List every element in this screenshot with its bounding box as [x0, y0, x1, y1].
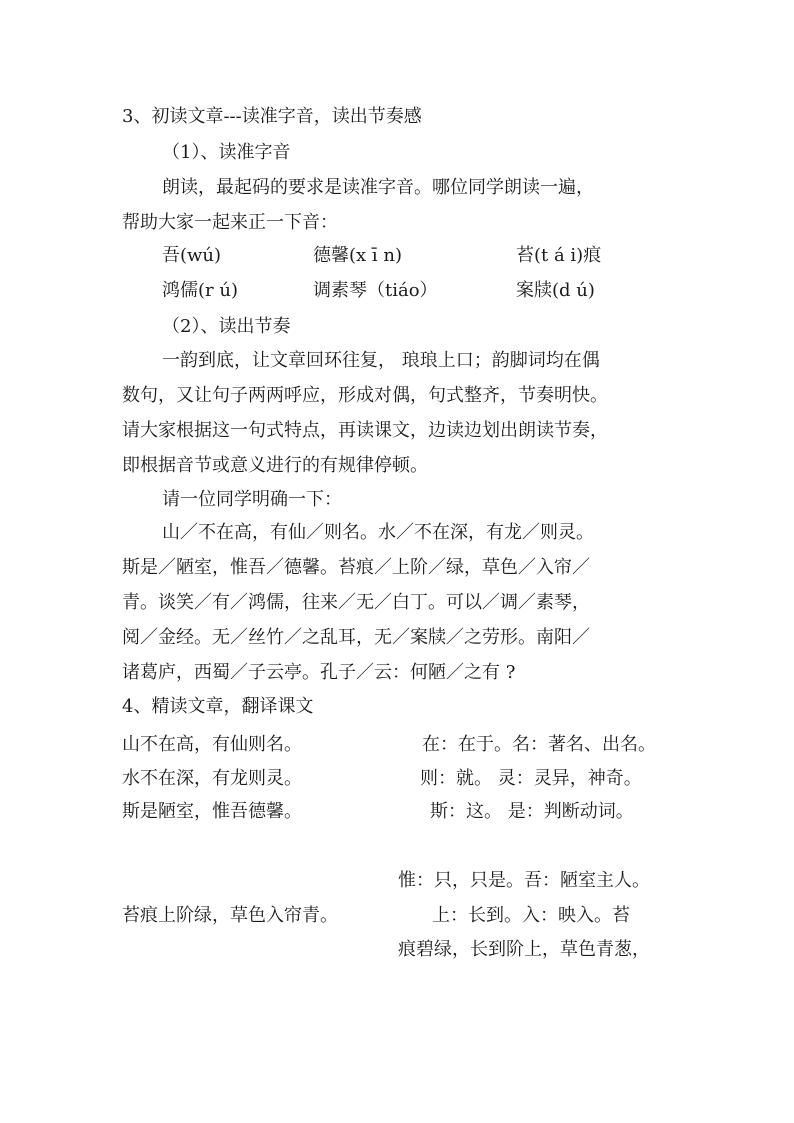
annotation-line: 则：就。 灵：灵异，神奇。 — [420, 768, 642, 789]
invite-line: 请一位同学明确一下： — [162, 489, 342, 510]
paragraph-line: 请大家根据这一句式特点，再读课文，边读边划出朗读节奏， — [122, 420, 608, 441]
text-line: 斯是陋室，惟吾德馨。 — [122, 801, 302, 822]
subheading-rhythm: （2）、读出节奏 — [162, 316, 291, 337]
paragraph-line: 一韵到底，让文章回环往复， 琅琅上口；韵脚词均在偶 — [162, 350, 600, 371]
pinyin-item: 调素琴（tiáo） — [313, 280, 438, 301]
rhythm-line: 斯是／陋室，惟吾／德馨。苔痕／上阶／绿，草色／入帘／ — [122, 557, 590, 578]
text-line: 水不在深，有龙则灵。 — [122, 768, 302, 789]
rhythm-line: 诸葛庐，西蜀／子云亭。孔子／云：何陋／之有 ? — [122, 662, 516, 683]
rhythm-line: 阅／金经。无／丝竹／之乱耳，无／案牍／之劳形。南阳／ — [122, 627, 590, 648]
subheading-pronunciation: （1）、读准字音 — [162, 142, 291, 163]
section-4-heading: 4、精读文章，翻译课文 — [122, 696, 314, 717]
pinyin-item: 德馨(x ī n) — [313, 245, 402, 266]
annotation-line: 痕碧绿，长到阶上，草色青葱， — [398, 939, 650, 960]
text-line: 苔痕上阶绿，草色入帘青。 — [122, 905, 338, 926]
annotation-line: 在：在于。名：著名、出名。 — [422, 734, 656, 755]
text-line: 山不在高，有仙则名。 — [122, 734, 302, 755]
annotation-line: 斯：这。 是：判断动词。 — [430, 801, 634, 822]
paragraph-line: 数句，又让句子两两呼应，形成对偶，句式整齐，节奏明快。 — [122, 385, 608, 406]
section-3-heading: 3、初读文章---读准字音，读出节奏感 — [122, 106, 422, 127]
rhythm-line: 山／不在高，有仙／则名。水／不在深，有龙／则灵。 — [162, 522, 594, 543]
pinyin-item: 吾(wú) — [162, 245, 222, 266]
pinyin-item: 鸿儒(r ú) — [162, 280, 238, 301]
rhythm-line: 青。谈笑／有／鸿儒，往来／无／白丁。可以／调／素琴， — [122, 592, 590, 613]
paragraph-line: 帮助大家一起来正一下音： — [122, 212, 338, 233]
annotation-line: 惟：只，只是。吾：陋室主人。 — [398, 870, 650, 891]
pinyin-item: 案牍(d ú) — [516, 280, 595, 301]
annotation-line: 上：长到。入：映入。苔 — [432, 905, 630, 926]
paragraph-line: 朗读，最起码的要求是读准字音。哪位同学朗读一遍， — [162, 177, 594, 198]
pinyin-item: 苔(t á i)痕 — [516, 245, 602, 266]
paragraph-line: 即根据音节或意义进行的有规律停顿。 — [122, 455, 428, 476]
